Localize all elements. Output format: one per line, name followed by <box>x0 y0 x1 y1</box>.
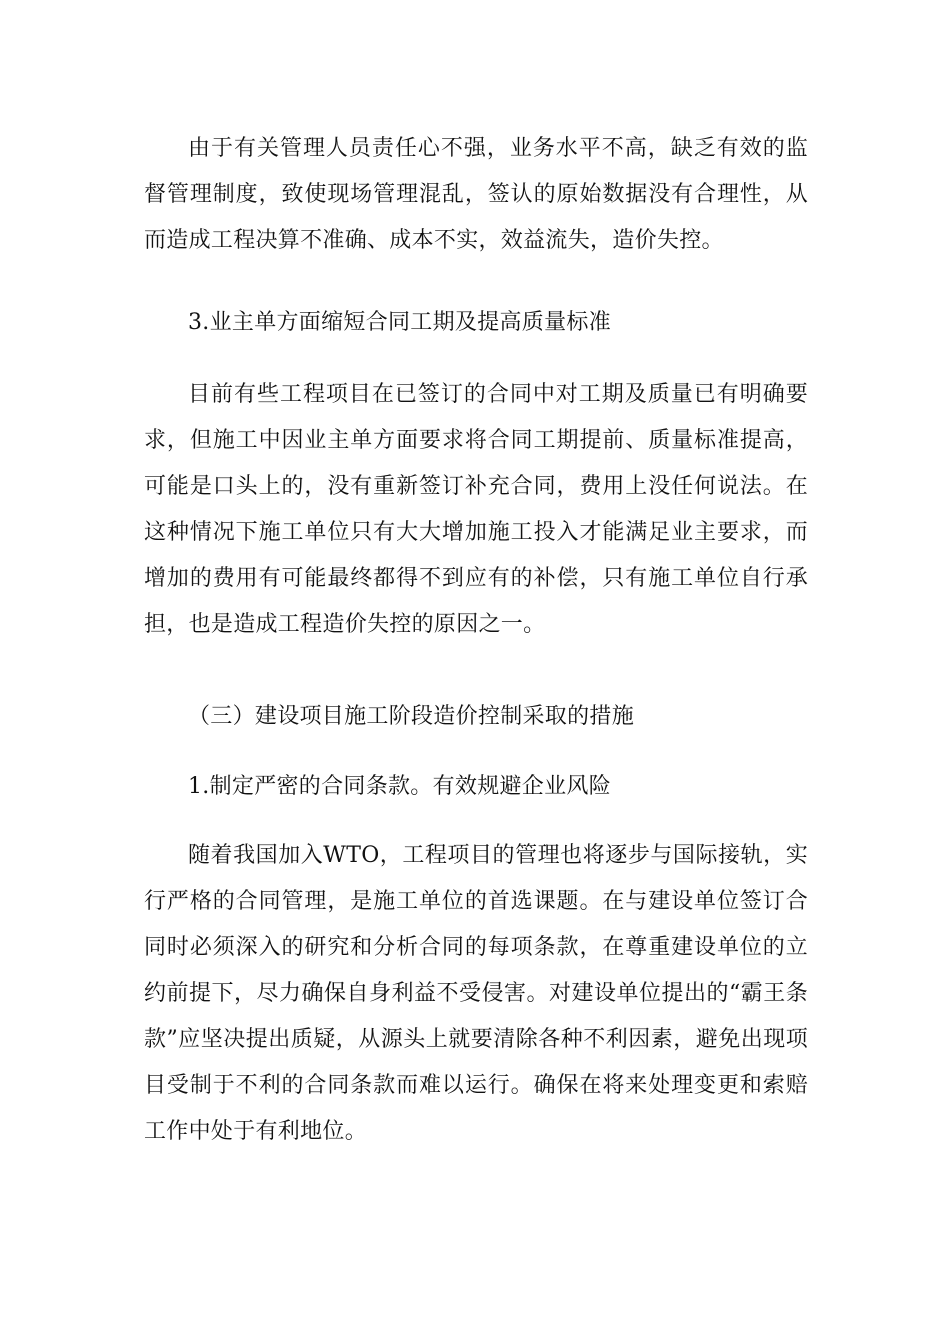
paragraph-contract-management: 随着我国加入WTO，工程项目的管理也将逐步与国际接轨，实行严格的合同管理，是施工单位的首选课题。在与建设单位签订合同时必须深入的研究和分析合同的每项条款，在尊重建设单位的立约前提下，尽力确保自身利益不受侵害。对建设单位提出的“霸王条款”应坚决提出质疑，从源头上就要清除各种不利因素，避免出现项目受制于不利的合同条款而难以运行。确保在将来处理变更和索赔工作中处于有利地位。 <box>144 843 808 1144</box>
heading-owner-shortens-schedule: 3.业主单方面缩短合同工期及提高质量标准 <box>188 310 611 335</box>
heading-cost-control-measures: （三）建设项目施工阶段造价控制采取的措施 <box>188 704 635 729</box>
paragraph-schedule-quality-demands: 目前有些工程项目在已签订的合同中对工期及质量已有明确要求，但施工中因业主单方面要求将合同工期提前、质量标准提高，可能是口头上的，没有重新签订补充合同，费用上没任何说法。在这种情况下施工单位只有大大增加施工投入才能满足业主要求，而增加的费用有可能最终都得不到应有的补偿，只有施工单位自行承担，也是造成工程造价失控的原因之一。 <box>144 382 808 637</box>
paragraph-site-management: 由于有关管理人员责任心不强，业务水平不高，缺乏有效的监督管理制度，致使现场管理混乱，签认的原始数据没有合理性，从而造成工程决算不准确、成本不实，效益流失，造价失控。 <box>144 136 808 253</box>
heading-contract-terms: 1.制定严密的合同条款。有效规避企业风险 <box>188 774 611 799</box>
